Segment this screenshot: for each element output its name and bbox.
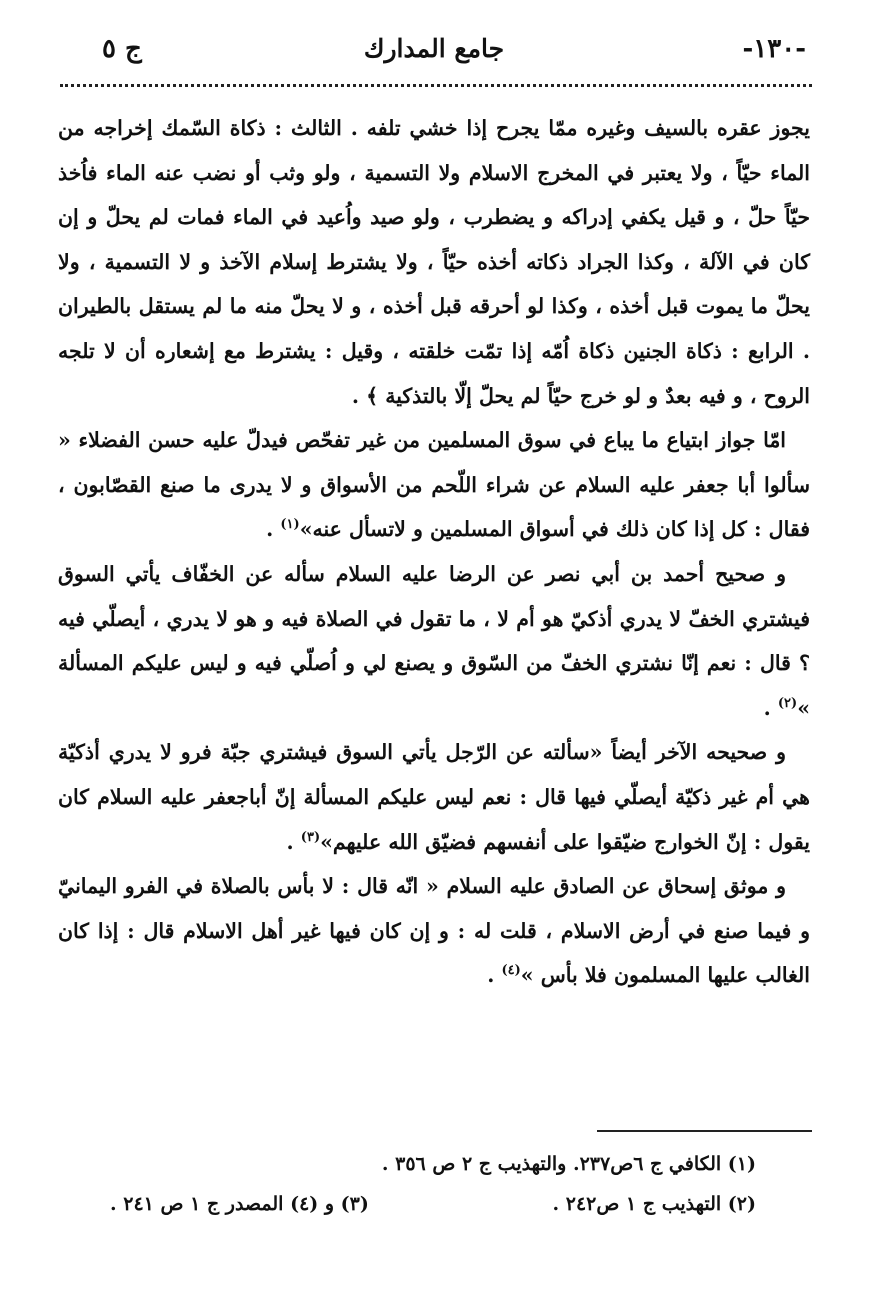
paragraph-3-end: . [763, 695, 778, 720]
paragraph-2-end: . [266, 517, 281, 542]
footnotes [110, 1144, 756, 1224]
footnote-ref-3: (٣) [300, 829, 321, 845]
paragraph-5-text: و موثق إسحاق عن الصادق عليه السلام « انّه قال : لا بأس بالصلاة في الفرو اليمانيّ و فيما صنع في أرض الاسلام ، قلت له : و إن كان فيها غير أهل الاسلام قال : إذا كان الغالب عليها المسلمون فلا بأس » [58, 874, 810, 988]
header-divider [60, 84, 812, 87]
book-title: جامع المدارك [363, 34, 505, 63]
footnote-3-4: (٣) و (٤) المصدر ج ١ ص ٢٤١ . [110, 1193, 369, 1215]
footnote-2: (٢) التهذيب ج ١ ص٢٤٢ . [552, 1193, 756, 1215]
paragraph-2 [58, 418, 810, 552]
footnote-line-1 [110, 1144, 756, 1184]
paragraph-1 [58, 106, 810, 418]
paragraph-1-text: يجوز عقره بالسيف وغيره ممّا يجرح إذا خشي تلفه . الثالث : ذكاة السّمك إخراجه من الماء حيّاً ، ولا يعتبر في المخرج الاسلام ولا التسمية ، ولو وثب أو نضب عنه الماء فاُخذ حيّاً حلّ ، و قيل يكفي إدراكه و يضطرب ، ولو صيد واُعيد في الماء فمات لم يحلّ و إن كان في الآلة ، وكذا الجراد ذكاته أخذه حيّاً ، ولا يشترط إسلام الآخذ و لا التسمية ، ولا يحلّ ما يموت قبل أخذه ، وكذا لو أحرقه قبل أخذه ، و لا يحلّ منه ما لم يستقل بالطيران . الرابع : ذكاة الجنين ذكاة اُمّه إذا تمّت خلقته ، وقيل : يشترط مع إشعاره أن لا تلجه الروح ، و فيه بعدٌ و لو خرج حيّاً لم يحلّ إلّا بالتذكية ﴾ . [58, 116, 810, 408]
paragraph-4-end: . [286, 829, 301, 854]
main-text [58, 106, 810, 998]
paragraph-3-text: و صحيح أحمد بن أبي نصر عن الرضا عليه السلام سأله عن الخفّاف يأتي السوق فيشتري الخفّ لا يدري أذكيّ هو أم لا ، ما تقول في الصلاة فيه و هو لا يدري ، أيصلّي فيه ؟ قال : نعم إنّا نشتري الخفّ من السّوق و يصنع لي و اُصلّي فيه و ليس عليكم المسألة » [58, 561, 810, 720]
footnote-1: (١) الكافي ج ٦ص٢٣٧. والتهذيب ج ٢ ص ٣٥٦ . [381, 1153, 756, 1175]
paragraph-4 [58, 730, 810, 864]
paragraph-4-text: و صحيحه الآخر أيضاً «سألته عن الرّجل يأتي السوق فيشتري جبّة فرو لا يدري أذكيّة هي أم غير ذكيّة أيصلّي فيها قال : نعم ليس عليكم المسألة إنّ أباجعفر عليه السلام كان يقول : إنّ الخوارج ضيّقوا على أنفسهم فضيّق الله عليهم» [58, 740, 810, 854]
page-header [62, 34, 806, 84]
paragraph-3 [58, 552, 810, 730]
paragraph-5-end: . [487, 963, 502, 988]
footnote-divider [597, 1130, 812, 1132]
footnote-ref-4: (٤) [501, 963, 521, 979]
footnote-ref-2: (٢) [777, 695, 798, 711]
paragraph-2-text: امّا جواز ابتياع ما يباع في سوق المسلمين من غير تفحّص فيدلّ عليه حسن الفضلاء « سألوا أبا جعفر عليه السلام عن شراء اللّحم من الأسواق و لا يدرى ما صنع القصّابون ، فقال : كل إذا كان ذلك في أسواق المسلمين و لاتسأل عنه» [58, 428, 810, 542]
paragraph-5 [58, 864, 810, 998]
volume-label: ج ٥ [102, 34, 142, 64]
footnote-line-2 [110, 1184, 756, 1224]
footnote-ref-1: (١) [280, 517, 300, 533]
page-number: -١٣٠- [742, 34, 806, 64]
